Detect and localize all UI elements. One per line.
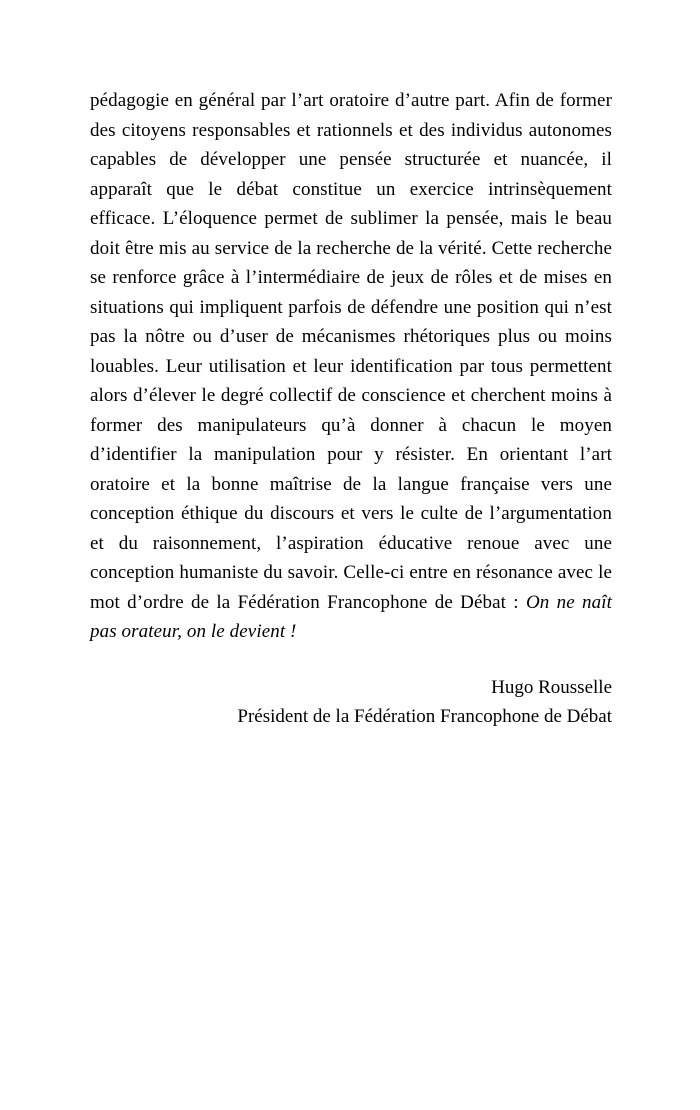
paragraph-text: pédagogie en général par l’art oratoire d’autre part. Afin de former des citoyens responsables et rationnels et des individus autonomes capables de développer une pensée structurée et nuancée, il apparaît que le débat constitue un exercice intrinsèquement efficace. L’éloquence permet de sublimer la pensée, mais le beau doit être mis au service de la recherche de la vérité. Cette recherche se renforce grâce à l’intermédiaire de jeux de rôles et de mises en situations qui impliquent parfois de défendre une position qui n’est pas la nôtre ou d’user de mécanismes rhétoriques plus ou moins louables. Leur utilisation et leur identification par tous permettent alors d’élever le degré collectif de conscience et cherchent moins à former des manipulateurs qu’à donner à chacun le moyen d’identifier la manipulation pour y résister. En orientant l’art oratoire et la bonne maîtrise de la langue française vers une conception éthique du discours et vers le culte de l’argumentation et du raisonnement, l’aspiration éducative renoue avec une conception humaniste du savoir. Celle-ci entre en résonance avec le mot d’ordre de la Fédération Francophone de Débat :: [90, 90, 612, 613]
signature-name: Hugo Rousselle: [491, 676, 612, 698]
motto-italic: On ne naît pas orateur, on le devient !: [90, 591, 613, 642]
signature-title: Président de la Fédération Francophone de Débat: [237, 706, 612, 727]
paragraph: [90, 86, 612, 647]
signature-block: [90, 673, 612, 732]
